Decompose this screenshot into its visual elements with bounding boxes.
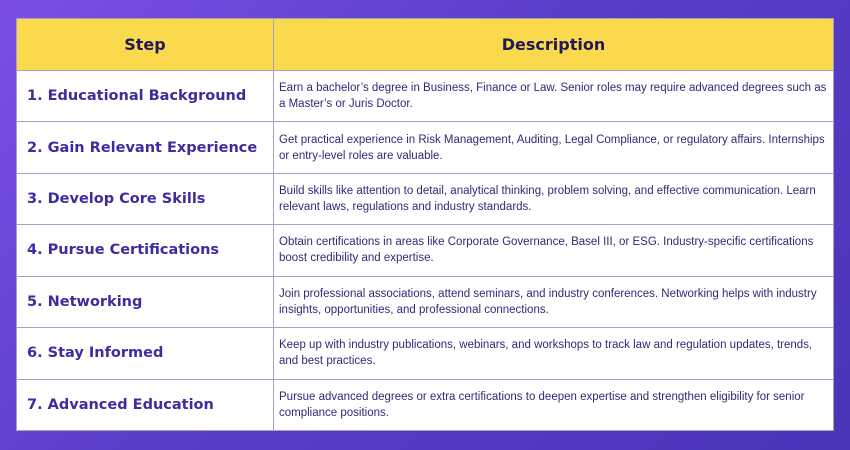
description-cell: Obtain certifications in areas like Corporate Governance, Basel III, or ESG. Industry-specific certifications boost credibility and expertise. [274, 225, 834, 276]
table-row [17, 225, 834, 276]
career-steps-table [16, 18, 834, 431]
career-steps-table-container [16, 18, 834, 431]
table-row [17, 328, 834, 379]
step-cell: 6. Stay Informed [17, 328, 274, 379]
table-row [17, 379, 834, 430]
table-row [17, 71, 834, 122]
header-description: Description [274, 19, 834, 71]
table-row [17, 173, 834, 224]
table-row [17, 276, 834, 327]
table-row [17, 122, 834, 173]
step-cell: 4. Pursue Certifications [17, 225, 274, 276]
description-cell: Pursue advanced degrees or extra certifications to deepen expertise and strengthen eligibility for senior compliance positions. [274, 379, 834, 430]
step-cell: 2. Gain Relevant Experience [17, 122, 274, 173]
step-cell: 5. Networking [17, 276, 274, 327]
step-cell: 3. Develop Core Skills [17, 173, 274, 224]
description-cell: Get practical experience in Risk Management, Auditing, Legal Compliance, or regulatory affairs. Internships or entry-level roles are valuable. [274, 122, 834, 173]
header-step: Step [17, 19, 274, 71]
step-cell: 1. Educational Background [17, 71, 274, 122]
description-cell: Build skills like attention to detail, analytical thinking, problem solving, and effective communication. Learn relevant laws, regulations and industry standards. [274, 173, 834, 224]
step-cell: 7. Advanced Education [17, 379, 274, 430]
description-cell: Join professional associations, attend seminars, and industry conferences. Networking helps with industry insights, opportunities, and professional connections. [274, 276, 834, 327]
description-cell: Keep up with industry publications, webinars, and workshops to track law and regulation updates, trends, and best practices. [274, 328, 834, 379]
table-header-row [17, 19, 834, 71]
description-cell: Earn a bachelor’s degree in Business, Finance or Law. Senior roles may require advanced degrees such as a Master’s or Juris Doctor. [274, 71, 834, 122]
